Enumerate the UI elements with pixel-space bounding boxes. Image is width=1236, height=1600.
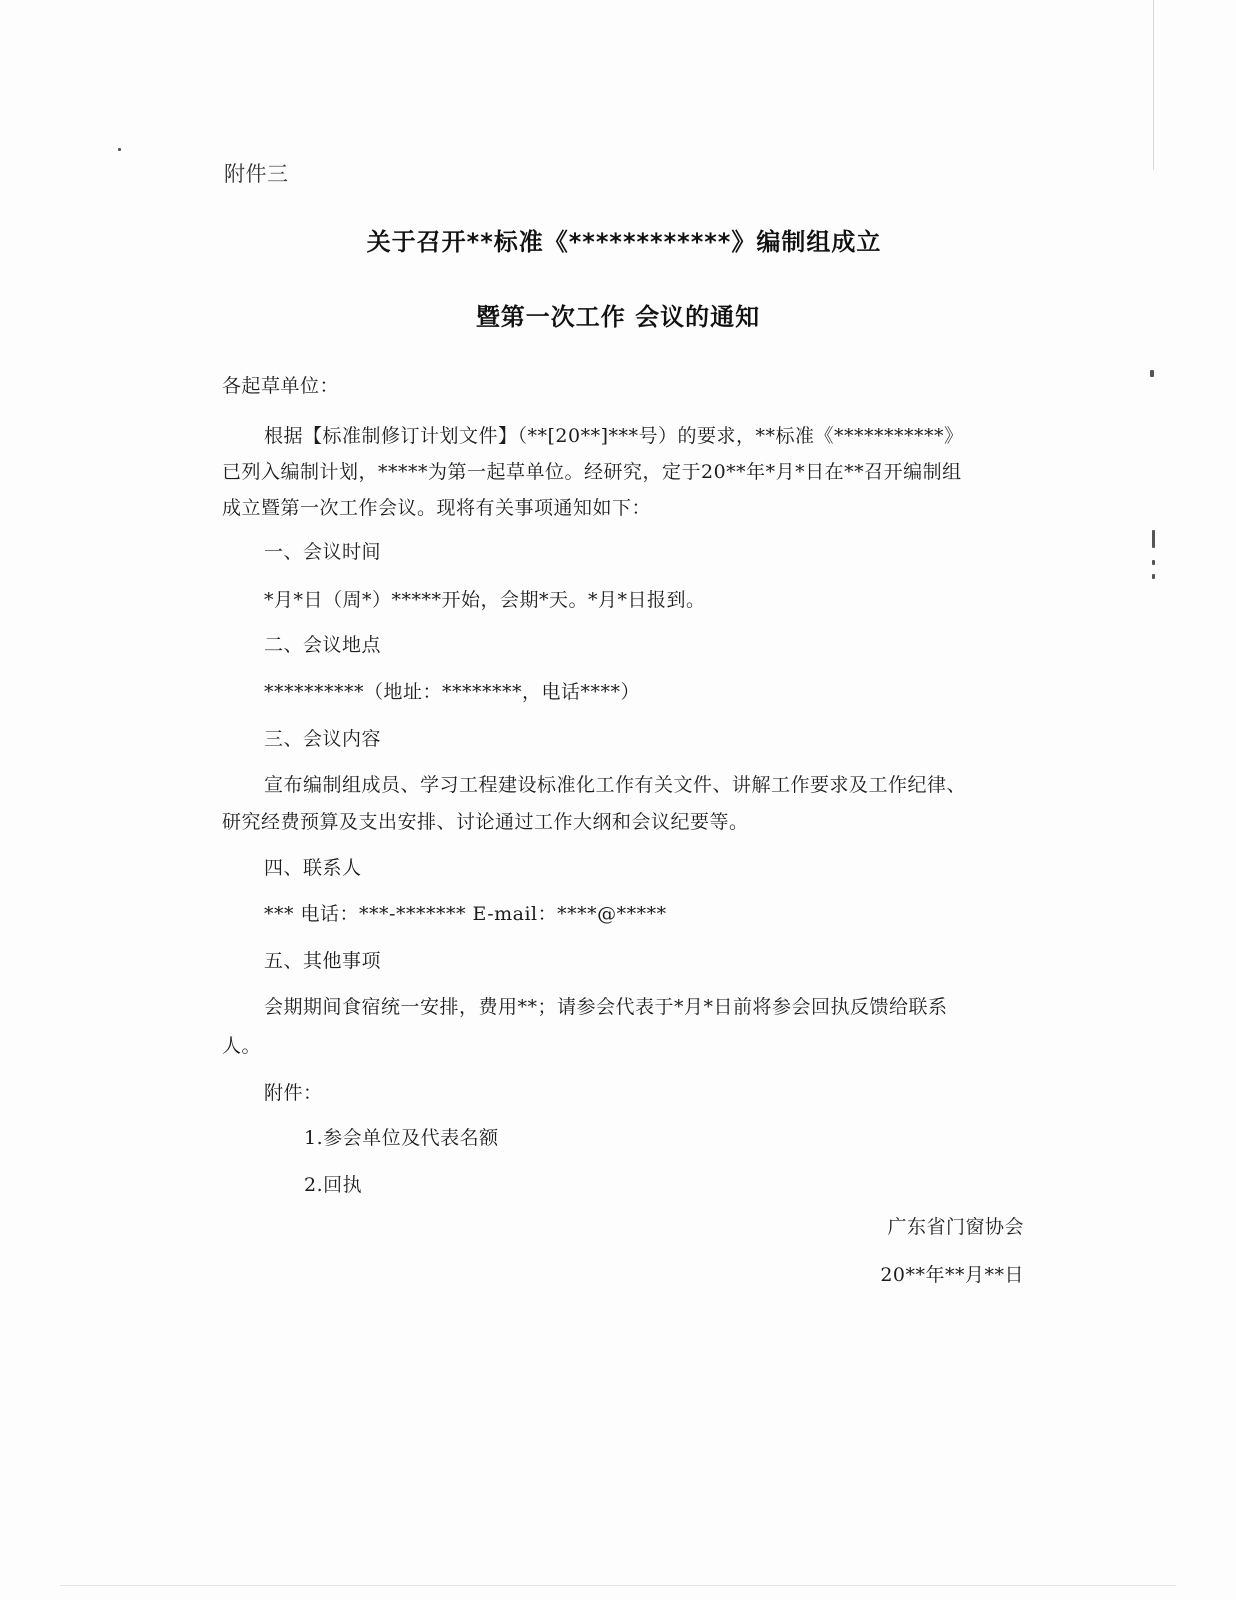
section-heading-location: 二、会议地点	[264, 634, 382, 656]
section-text-location: **********（地址：********，电话****）	[264, 681, 641, 703]
attachment-item: 2.回执	[304, 1174, 363, 1196]
scan-speck	[1152, 574, 1155, 579]
section-text-contact: *** 电话：***-******* E-mail：****@*****	[264, 903, 667, 925]
attachments-label: 附件：	[264, 1082, 323, 1104]
section-heading-content: 三、会议内容	[264, 728, 382, 750]
section-text-other: 人。	[222, 1035, 262, 1057]
section-text-time: *月*日（周*）*****开始，会期*天。*月*日报到。	[264, 589, 706, 611]
recipient: 各起草单位：	[222, 375, 340, 397]
scan-edge-line	[1153, 0, 1154, 170]
intro-paragraph-line: 已列入编制计划，*****为第一起草单位。经研究，定于20**年*月*日在**召开编制组	[222, 461, 962, 483]
attachment-item: 1.参会单位及代表名额	[304, 1127, 499, 1149]
intro-paragraph-line: 根据【标准制修订计划文件】（**[20**]***号）的要求，**标准《***********》	[264, 425, 964, 447]
section-text-content: 研究经费预算及支出安排、讨论通过工作大纲和会议纪要等。	[222, 811, 749, 833]
scan-bottom-line	[60, 1585, 1176, 1586]
section-heading-contact: 四、联系人	[264, 857, 362, 879]
section-heading-other: 五、其他事项	[264, 950, 382, 972]
title-line-1: 关于召开**标准《************》编制组成立	[366, 228, 882, 256]
intro-paragraph-line: 成立暨第一次工作会议。现将有关事项通知如下：	[222, 497, 652, 519]
scan-speck	[1150, 370, 1154, 377]
signature-organization: 广东省门窗协会	[887, 1216, 1024, 1238]
attachment-label: 附件三	[224, 162, 289, 186]
scan-speck	[1152, 530, 1155, 548]
section-heading-time: 一、会议时间	[264, 541, 382, 563]
section-text-other: 会期期间食宿统一安排，费用**；请参会代表于*月*日前将参会回执反馈给联系	[264, 996, 948, 1018]
scan-speck	[118, 148, 121, 151]
scan-speck	[1152, 560, 1155, 565]
signature-date: 20**年**月**日	[880, 1264, 1024, 1286]
title-line-2: 暨第一次工作 会议的通知	[475, 303, 761, 331]
section-text-content: 宣布编制组成员、学习工程建设标准化工作有关文件、讲解工作要求及工作纪律、	[264, 774, 967, 796]
